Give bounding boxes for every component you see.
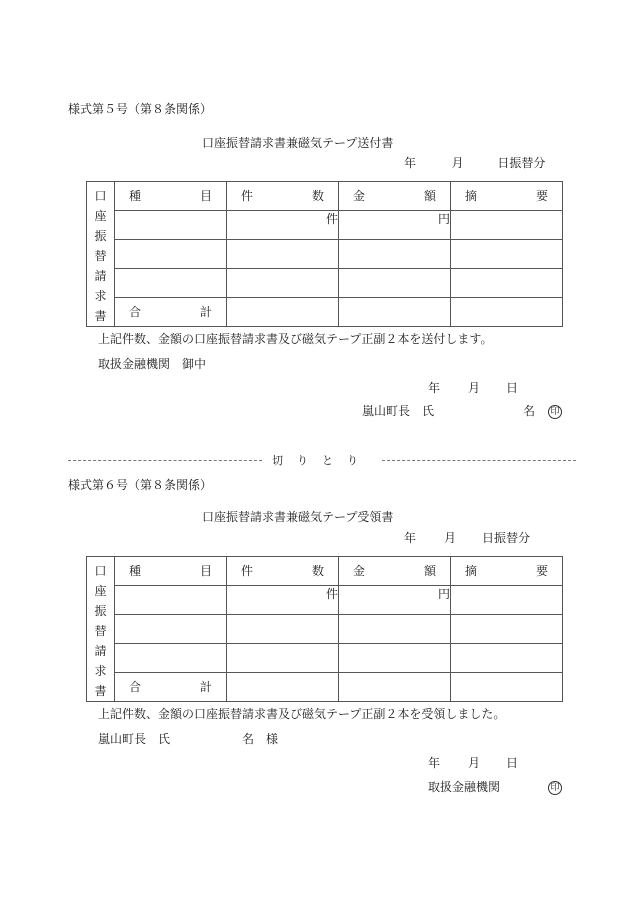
total-row [87, 673, 563, 702]
form6-statement: 上記件数、金額の口座振替請求書及び磁気テープ正副２本を受領しました。 [98, 707, 506, 721]
form6-signer: 取扱金融機関 [428, 780, 501, 794]
seal-mark: 印 [548, 403, 562, 419]
form5-sign-date: 年 月 日 [428, 381, 519, 395]
form6-title: 口座振替請求書兼磁気テープ受領書 [202, 510, 394, 524]
total-note-cell[interactable] [451, 298, 563, 327]
table-row [87, 615, 563, 644]
count-cell[interactable] [227, 240, 339, 269]
total-count-cell[interactable] [227, 673, 339, 702]
total-amount-cell[interactable] [339, 673, 451, 702]
form6-sign-date: 年 月 日 [428, 756, 519, 770]
count-cell[interactable] [227, 644, 339, 673]
column-header-count: 件 数 [227, 557, 339, 586]
seal-mark: 印 [548, 779, 562, 795]
form5-date-line [404, 155, 545, 171]
form6-table [86, 556, 563, 702]
note-cell[interactable] [451, 644, 563, 673]
table-row [87, 586, 563, 615]
form6-heading: 様式第６号（第８条関係） [68, 478, 213, 492]
amount-cell[interactable] [339, 240, 451, 269]
note-cell[interactable] [451, 240, 563, 269]
amount-cell[interactable] [339, 644, 451, 673]
item-cell[interactable] [115, 615, 227, 644]
count-cell[interactable] [227, 269, 339, 298]
form5-addressee: 取扱金融機関 御中 [98, 357, 207, 371]
side-label: 口 座 振 替 請 求 書 [87, 182, 115, 327]
item-cell[interactable] [115, 269, 227, 298]
count-cell[interactable]: 件 [227, 586, 339, 615]
column-header-amount: 金 額 [339, 557, 451, 586]
note-cell[interactable] [451, 269, 563, 298]
table-row [87, 240, 563, 269]
table-row [87, 211, 563, 240]
count-cell[interactable] [227, 615, 339, 644]
column-header-item: 種 目 [115, 182, 227, 211]
note-cell[interactable] [451, 615, 563, 644]
form6-date-line: 年 月 日振替分 [404, 531, 531, 545]
note-cell[interactable] [451, 586, 563, 615]
cut-line [68, 453, 576, 467]
total-label: 合 計 [115, 673, 227, 702]
count-cell[interactable]: 件 [227, 211, 339, 240]
form5-signer-name: 名 [523, 404, 536, 418]
total-row [87, 298, 563, 327]
amount-cell[interactable]: 円 [339, 586, 451, 615]
column-header-amount: 金 額 [339, 182, 451, 211]
form5-signer: 嵐山町長 氏 [362, 404, 435, 418]
date-day: 日振替分 [497, 156, 546, 170]
table-row [87, 644, 563, 673]
item-cell[interactable] [115, 211, 227, 240]
form6-addressee: 嵐山町長 氏 [98, 732, 171, 746]
cut-label: 切りとり [272, 454, 372, 467]
column-header-count: 件 数 [227, 182, 339, 211]
form6-addressee-name: 名 様 [242, 732, 279, 746]
amount-cell[interactable]: 円 [339, 211, 451, 240]
date-year: 年 [404, 156, 417, 170]
table-header-row [87, 557, 563, 586]
total-label: 合 計 [115, 298, 227, 327]
total-note-cell[interactable] [451, 673, 563, 702]
form5-heading: 様式第５号（第８条関係） [68, 102, 213, 116]
item-cell[interactable] [115, 240, 227, 269]
item-cell[interactable] [115, 586, 227, 615]
column-header-note: 摘 要 [451, 182, 563, 211]
side-label: 口 座 振 替 請 求 書 [87, 557, 115, 702]
total-amount-cell[interactable] [339, 298, 451, 327]
item-cell[interactable] [115, 644, 227, 673]
table-row [87, 269, 563, 298]
form5-title: 口座振替請求書兼磁気テープ送付書 [202, 136, 394, 150]
form5-table [86, 181, 563, 327]
total-count-cell[interactable] [227, 298, 339, 327]
column-header-note: 摘 要 [451, 557, 563, 586]
column-header-item: 種 目 [115, 557, 227, 586]
amount-cell[interactable] [339, 269, 451, 298]
note-cell[interactable] [451, 211, 563, 240]
amount-cell[interactable] [339, 615, 451, 644]
date-month: 月 [451, 156, 464, 170]
table-header-row [87, 182, 563, 211]
form5-statement: 上記件数、金額の口座振替請求書及び磁気テープ正副２本を送付します。 [98, 332, 493, 346]
